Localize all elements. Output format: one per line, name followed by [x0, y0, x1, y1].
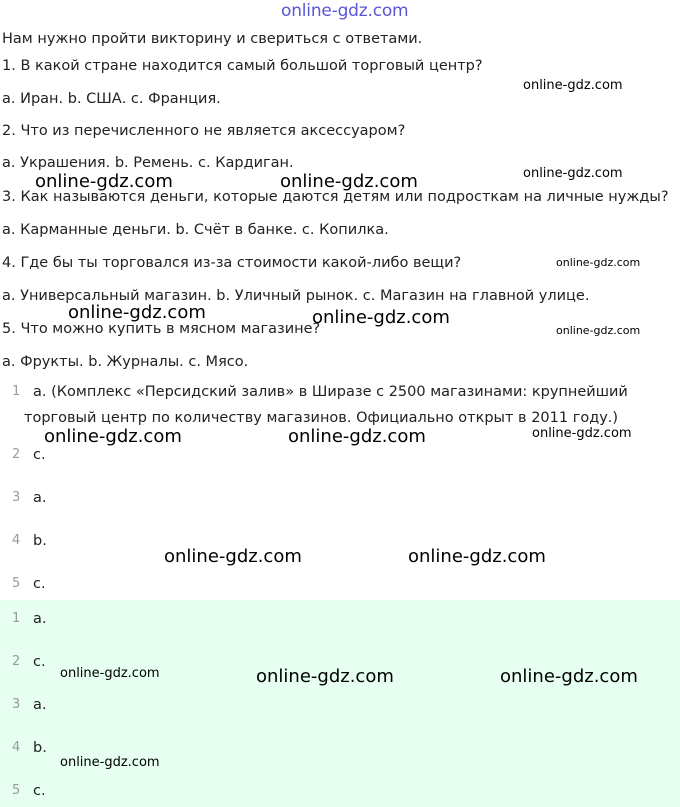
answer-key-panel	[0, 600, 680, 807]
options-1: a. Иран. b. США. c. Франция.	[2, 91, 221, 107]
watermark: online-gdz.com	[523, 78, 623, 93]
intro-text: Нам нужно пройти викторину и свериться с ответами.	[2, 31, 423, 47]
answer-text: c.	[33, 783, 46, 799]
answer-text: a.	[33, 611, 47, 627]
answer-text: a.	[33, 490, 47, 506]
answer-number: 4	[12, 740, 21, 755]
answer-text: торговый центр по количеству магазинов. Официально открыт в 2011 году.)	[24, 410, 619, 426]
watermark: online-gdz.com	[60, 666, 160, 681]
watermark: online-gdz.com	[532, 426, 632, 441]
answer-number: 4	[12, 533, 21, 548]
answer-number: 2	[12, 447, 21, 462]
question-5: 5. Что можно купить в мясном магазине?	[2, 321, 321, 337]
watermark: online-gdz.com	[44, 426, 182, 447]
question-2: 2. Что из перечисленного не является аксессуаром?	[2, 123, 406, 139]
answer-text: a.	[33, 697, 47, 713]
options-2: a. Украшения. b. Ремень. c. Кардиган.	[2, 155, 294, 171]
options-3: a. Карманные деньги. b. Счёт в банке. c. Копилка.	[2, 222, 389, 238]
question-1: 1. В какой стране находится самый большой торговый центр?	[2, 58, 483, 74]
answer-text: a. (Комплекс «Персидский залив» в Ширазе с 2500 магазинами: крупнейший	[33, 384, 628, 400]
watermark: online-gdz.com	[60, 755, 160, 770]
answer-number: 2	[12, 654, 21, 669]
watermark: online-gdz.com	[288, 426, 426, 447]
answer-number: 3	[12, 697, 21, 712]
watermark: online-gdz.com	[523, 166, 623, 181]
answer-text: c.	[33, 576, 46, 592]
question-3: 3. Как называются деньги, которые даются детям или подросткам на личные нужды?	[2, 189, 669, 205]
answer-text: b.	[33, 740, 47, 756]
watermark: online-gdz.com	[164, 546, 302, 567]
answer-text: c.	[33, 654, 46, 670]
watermark: online-gdz.com	[556, 324, 641, 337]
watermark: online-gdz.com	[68, 302, 206, 323]
answer-text: b.	[33, 533, 47, 549]
watermark: online-gdz.com	[408, 546, 546, 567]
answer-number: 1	[12, 384, 21, 399]
watermark: online-gdz.com	[35, 171, 173, 192]
options-4: a. Универсальный магазин. b. Уличный рынок. c. Магазин на главной улице.	[2, 288, 590, 304]
answer-number: 5	[12, 783, 21, 798]
question-4: 4. Где бы ты торговался из-за стоимости какой-либо вещи?	[2, 255, 462, 271]
watermark: online-gdz.com	[556, 256, 641, 269]
watermark: online-gdz.com	[280, 171, 418, 192]
watermark: online-gdz.com	[312, 307, 450, 328]
answer-number: 3	[12, 490, 21, 505]
answer-number: 5	[12, 576, 21, 591]
site-logo[interactable]: online-gdz.com	[281, 1, 409, 21]
options-5: a. Фрукты. b. Журналы. c. Мясо.	[2, 354, 249, 370]
watermark: online-gdz.com	[500, 666, 638, 687]
watermark: online-gdz.com	[256, 666, 394, 687]
answer-text: c.	[33, 447, 46, 463]
answer-number: 1	[12, 611, 21, 626]
